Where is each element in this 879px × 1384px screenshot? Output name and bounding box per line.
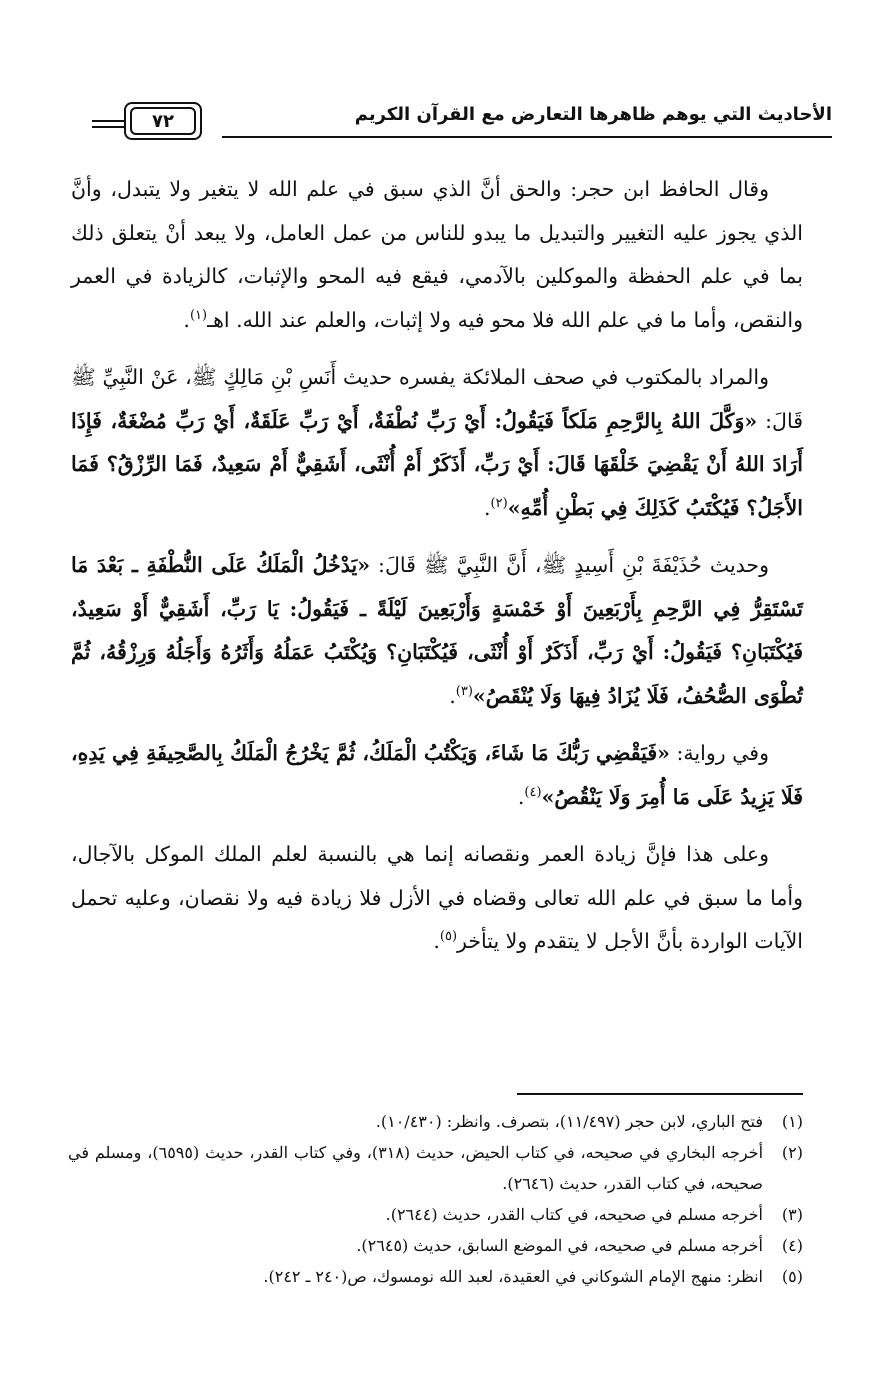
header-rule [222, 136, 832, 138]
paragraph-conclusion [71, 833, 803, 964]
footnote-item [68, 1106, 803, 1137]
paragraph-intro: وفي رواية: [669, 741, 769, 765]
footnote-ref: (٣) [455, 683, 473, 699]
paragraph-text: وقال الحافظ ابن حجر: والحق أنَّ الذي سبق في علم الله لا يتغير ولا يتبدل، وأنَّ الذي يجوز عليه التغيير والتبديل ما يبدو للناس من عمل العامل، ولا يبعد أنْ يتعلق ذلك بما في علم الحفظة والموكلين بالآدمي، فيقع فيه المحو والإثبات، كالزيادة في العمر والنقص، وأما ما في علم الله فلا محو فيه ولا إثبات، والعلم عند الله. اهـ [71, 177, 803, 332]
paragraph-riwaya [71, 732, 803, 819]
running-header-title: الأحاديث التي يوهم ظاهرها التعارض مع القرآن الكريم [354, 104, 832, 125]
hadith-text: «فَيَقْضِي رَبُّكَ مَا شَاءَ، وَيَكْتُبُ الْمَلَكُ، ثُمَّ يَخْرُجُ الْمَلَكُ بِالصَّحِيفَةِ فِي يَدِهِ، فَلَا يَزِيدُ عَلَى مَا أُمِرَ وَلَا يَنْقُصُ» [71, 741, 803, 809]
paragraph-end: . [449, 683, 456, 708]
footnote-ref: (٤) [524, 784, 542, 800]
footnote-number: (٥) [781, 1267, 803, 1286]
footnote-item [68, 1137, 803, 1199]
main-text [71, 168, 803, 978]
footnote-number: (١) [781, 1112, 803, 1131]
page-number: ٧٢ [130, 107, 196, 135]
paragraph-intro: وحديث حُذَيْفَةَ بْنِ أَسِيدٍ ﷺ، أَنَّ النَّبِيَّ ﷺ قَالَ: [370, 553, 769, 577]
footnote-number: (٢) [781, 1143, 803, 1162]
hadith-text: «وَكَّلَ اللهُ بِالرَّحِمِ مَلَكاً فَيَقُولُ: أَيْ رَبِّ نُطْفَةٌ، أَيْ رَبِّ عَلَقَةٌ، أَيْ رَبِّ مُضْغَةٌ، فَإِذَا أَرَادَ اللهُ أَنْ يَقْضِيَ خَلْقَهَا قَالَ: أَيْ رَبِّ، أَذَكَرٌ أَمْ أُنْثَى، أَشَقِيٌّ أَمْ سَعِيدٌ، فَمَا الرِّزْقُ؟ فَمَا الأَجَلُ؟ فَيُكْتَبُ كَذَلِكَ فِي بَطْنِ أُمِّهِ» [71, 408, 803, 520]
footnote-separator [517, 1093, 803, 1095]
footnote-ref: (٥) [439, 929, 458, 945]
page-number-frame [124, 102, 202, 140]
paragraph-end: . [183, 307, 190, 332]
footnotes [68, 1106, 803, 1292]
footnote-ref: (٢) [490, 495, 508, 511]
footnote-text: أخرجه مسلم في صحيحه، في كتاب القدر، حديث (٢٦٤٤). [385, 1205, 763, 1224]
footnote-text: انظر: منهج الإمام الشوكاني في العقيدة، لعبد الله نومسوك، ص(٢٤٠ ـ ٢٤٢). [263, 1267, 763, 1286]
hadith-text: «يَدْخُلُ الْمَلَكُ عَلَى النُّطْفَةِ ـ بَعْدَ مَا تَسْتَقِرُّ فِي الرَّحِمِ بِأَرْبَعِينَ أَوْ خَمْسَةٍ وَأَرْبَعِينَ لَيْلَةً ـ فَيَقُولُ: يَا رَبِّ، أَشَقِيٌّ أَوْ سَعِيدٌ، فَيُكْتَبَانِ؟ فَيَقُولُ: أَيْ رَبِّ، أَذَكَرٌ أَوْ أُنْثَى، فَيُكْتَبَانِ؟ وَيُكْتَبُ عَمَلُهُ وَأَثَرُهُ وَأَجَلُهُ وَرِزْقُهُ، ثُمَّ تُطْوَى الصُّحُفُ، فَلَا يُزَادُ فِيهَا وَلَا يُنْقَصُ» [71, 553, 803, 708]
paragraph-intro: والمراد بالمكتوب في صحف الملائكة يفسره حديث أَنَسِ بْنِ مَالِكٍ ﷺ، عَنْ النَّبِيِّ ﷺ قَالَ: [71, 365, 804, 433]
header-ornament-lines [92, 120, 124, 132]
paragraph-end: . [484, 495, 491, 520]
paragraph-end: . [517, 784, 525, 809]
running-header [92, 96, 832, 148]
paragraph-text: وعلى هذا فإنَّ زيادة العمر ونقصانه إنما هي بالنسبة لعلم الملك الموكل بالآجال، وأما ما سبق في علم الله تعالى وقضاه في الأزل فلا زيادة فيه ولا نقصان، وعليه تحمل الآيات الواردة بأنَّ الأجل لا يتقدم ولا يتأخر [71, 842, 803, 953]
footnote-text: فتح الباري، لابن حجر (١١/٤٩٧)، بتصرف. وانظر: (١٠/٤٣٠). [375, 1112, 763, 1131]
footnote-number: (٤) [781, 1236, 803, 1255]
footnote-item [68, 1261, 803, 1292]
footnote-number: (٣) [781, 1205, 803, 1224]
footnote-text: أخرجه البخاري في صحيحه، في كتاب الحيض، حديث (٣١٨)، وفي كتاب القدر، حديث (٦٥٩٥)، ومسلم في صحيحه، في كتاب القدر، حديث (٢٦٤٦). [68, 1143, 764, 1193]
footnote-text: أخرجه مسلم في صحيحه، في الموضع السابق، حديث (٢٦٤٥). [356, 1236, 763, 1255]
paragraph-ibn-hajar [71, 168, 803, 342]
paragraph-anas-hadith [71, 356, 803, 530]
paragraph-hudhayfa-hadith [71, 544, 803, 718]
footnote-ref: (١) [189, 307, 208, 323]
footnote-item [68, 1230, 803, 1261]
footnote-item [68, 1199, 803, 1230]
paragraph-end: . [433, 929, 440, 953]
